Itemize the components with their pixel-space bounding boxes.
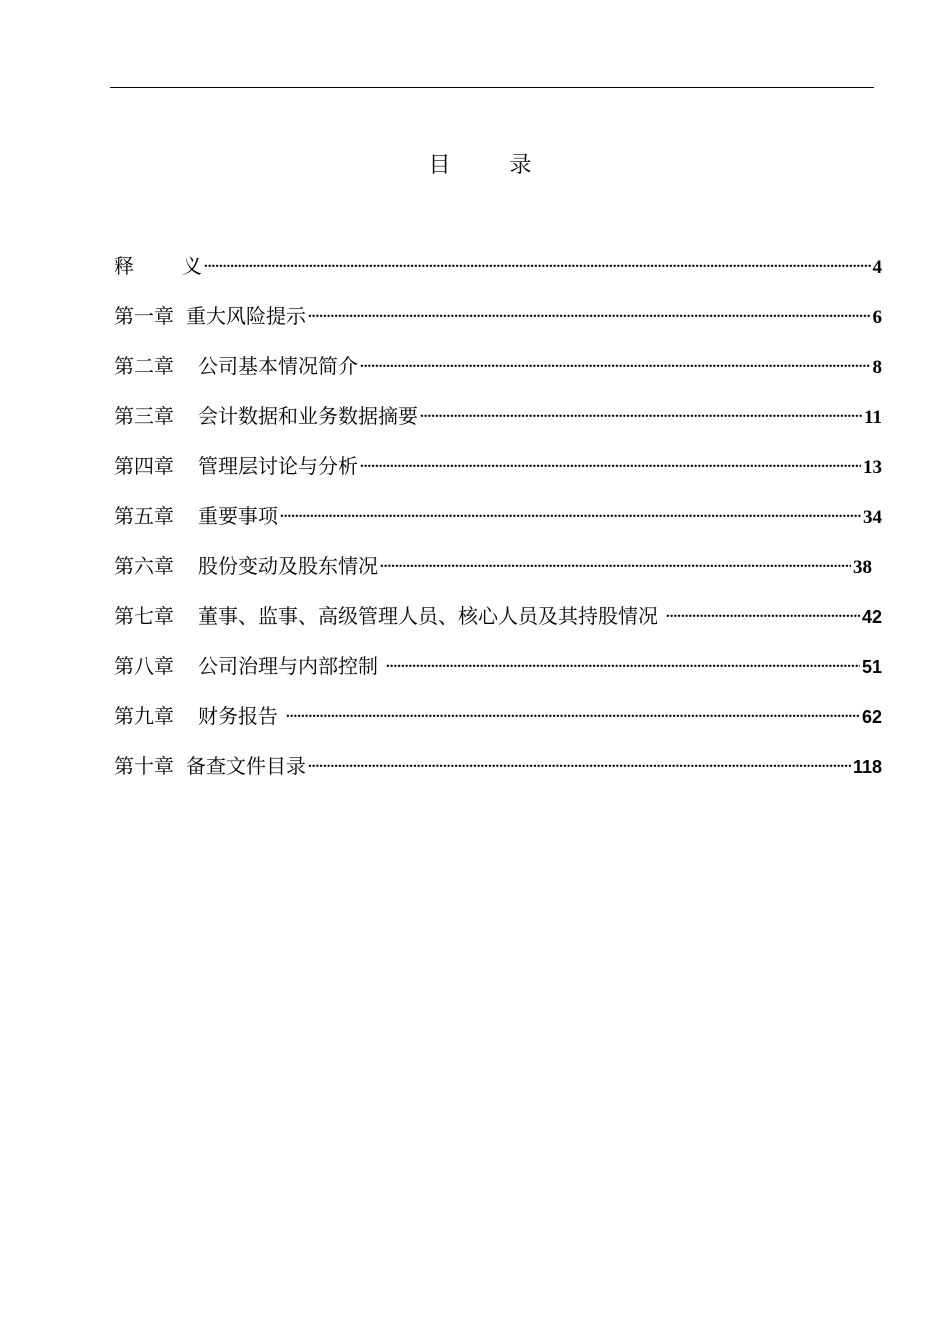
toc-title: 目 录 <box>428 153 558 178</box>
toc-entry-definitions[interactable] <box>114 250 882 300</box>
toc-entry-number: 第三章 <box>114 404 174 428</box>
toc-entry-title: 备查文件目录 <box>186 754 306 778</box>
toc-entry-chapter-4[interactable] <box>114 450 882 500</box>
toc-entry-page: 51 <box>861 657 882 677</box>
toc-leader-dots <box>204 257 871 273</box>
toc-list <box>114 250 882 800</box>
toc-entry-page: 8 <box>872 357 882 378</box>
toc-entry-chapter-9[interactable] <box>114 700 882 750</box>
toc-entry-page: 34 <box>863 507 882 528</box>
toc-leader-dots <box>386 657 860 673</box>
toc-leader-dots <box>286 707 860 723</box>
toc-entry-number: 第二章 <box>114 354 174 378</box>
toc-entry-number: 第一章 <box>114 304 174 328</box>
toc-entry-page: 4 <box>872 257 882 278</box>
toc-leader-dots <box>280 507 861 523</box>
toc-leader-dots <box>420 407 862 423</box>
toc-entry-title: 义 <box>182 254 202 278</box>
toc-entry-title: 会计数据和业务数据摘要 <box>198 404 418 428</box>
toc-leader-dots <box>360 357 871 373</box>
toc-entry-number: 释 <box>114 254 182 278</box>
toc-leader-dots <box>308 307 871 323</box>
toc-entry-page: 38 <box>853 557 872 578</box>
toc-entry-chapter-3[interactable] <box>114 400 882 450</box>
toc-entry-number: 第六章 <box>114 554 174 578</box>
toc-entry-chapter-1[interactable] <box>114 300 882 350</box>
toc-entry-page: 13 <box>863 457 882 478</box>
toc-leader-dots <box>666 607 860 623</box>
toc-leader-dots <box>360 457 861 473</box>
toc-entry-chapter-2[interactable] <box>114 350 882 400</box>
toc-entry-chapter-7[interactable] <box>114 600 882 650</box>
toc-entry-chapter-6[interactable] <box>114 550 882 600</box>
toc-entry-title: 重要事项 <box>198 504 278 528</box>
toc-leader-dots <box>380 557 851 573</box>
toc-entry-title: 管理层讨论与分析 <box>198 454 358 478</box>
toc-entry-page: 42 <box>861 607 882 627</box>
toc-entry-chapter-10[interactable] <box>114 750 882 800</box>
toc-entry-page: 118 <box>852 757 882 777</box>
toc-entry-page: 6 <box>872 307 882 328</box>
toc-entry-chapter-5[interactable] <box>114 500 882 550</box>
toc-entry-title: 公司治理与内部控制 <box>198 654 378 678</box>
toc-entry-title: 董事、监事、高级管理人员、核心人员及其持股情况 <box>198 604 658 628</box>
toc-entry-number: 第七章 <box>114 604 174 628</box>
toc-entry-title: 公司基本情况简介 <box>198 354 358 378</box>
toc-entry-page: 62 <box>861 707 882 727</box>
toc-entry-page: 11 <box>864 407 882 428</box>
toc-entry-number: 第五章 <box>114 504 174 528</box>
toc-entry-title: 财务报告 <box>198 704 278 728</box>
toc-leader-dots <box>308 757 851 773</box>
toc-entry-number: 第四章 <box>114 454 174 478</box>
toc-entry-number: 第八章 <box>114 654 174 678</box>
toc-entry-title: 重大风险提示 <box>186 304 306 328</box>
header-rule <box>110 87 874 88</box>
toc-entry-number: 第十章 <box>114 754 174 778</box>
toc-entry-chapter-8[interactable] <box>114 650 882 700</box>
toc-entry-number: 第九章 <box>114 704 174 728</box>
toc-entry-title: 股份变动及股东情况 <box>198 554 378 578</box>
